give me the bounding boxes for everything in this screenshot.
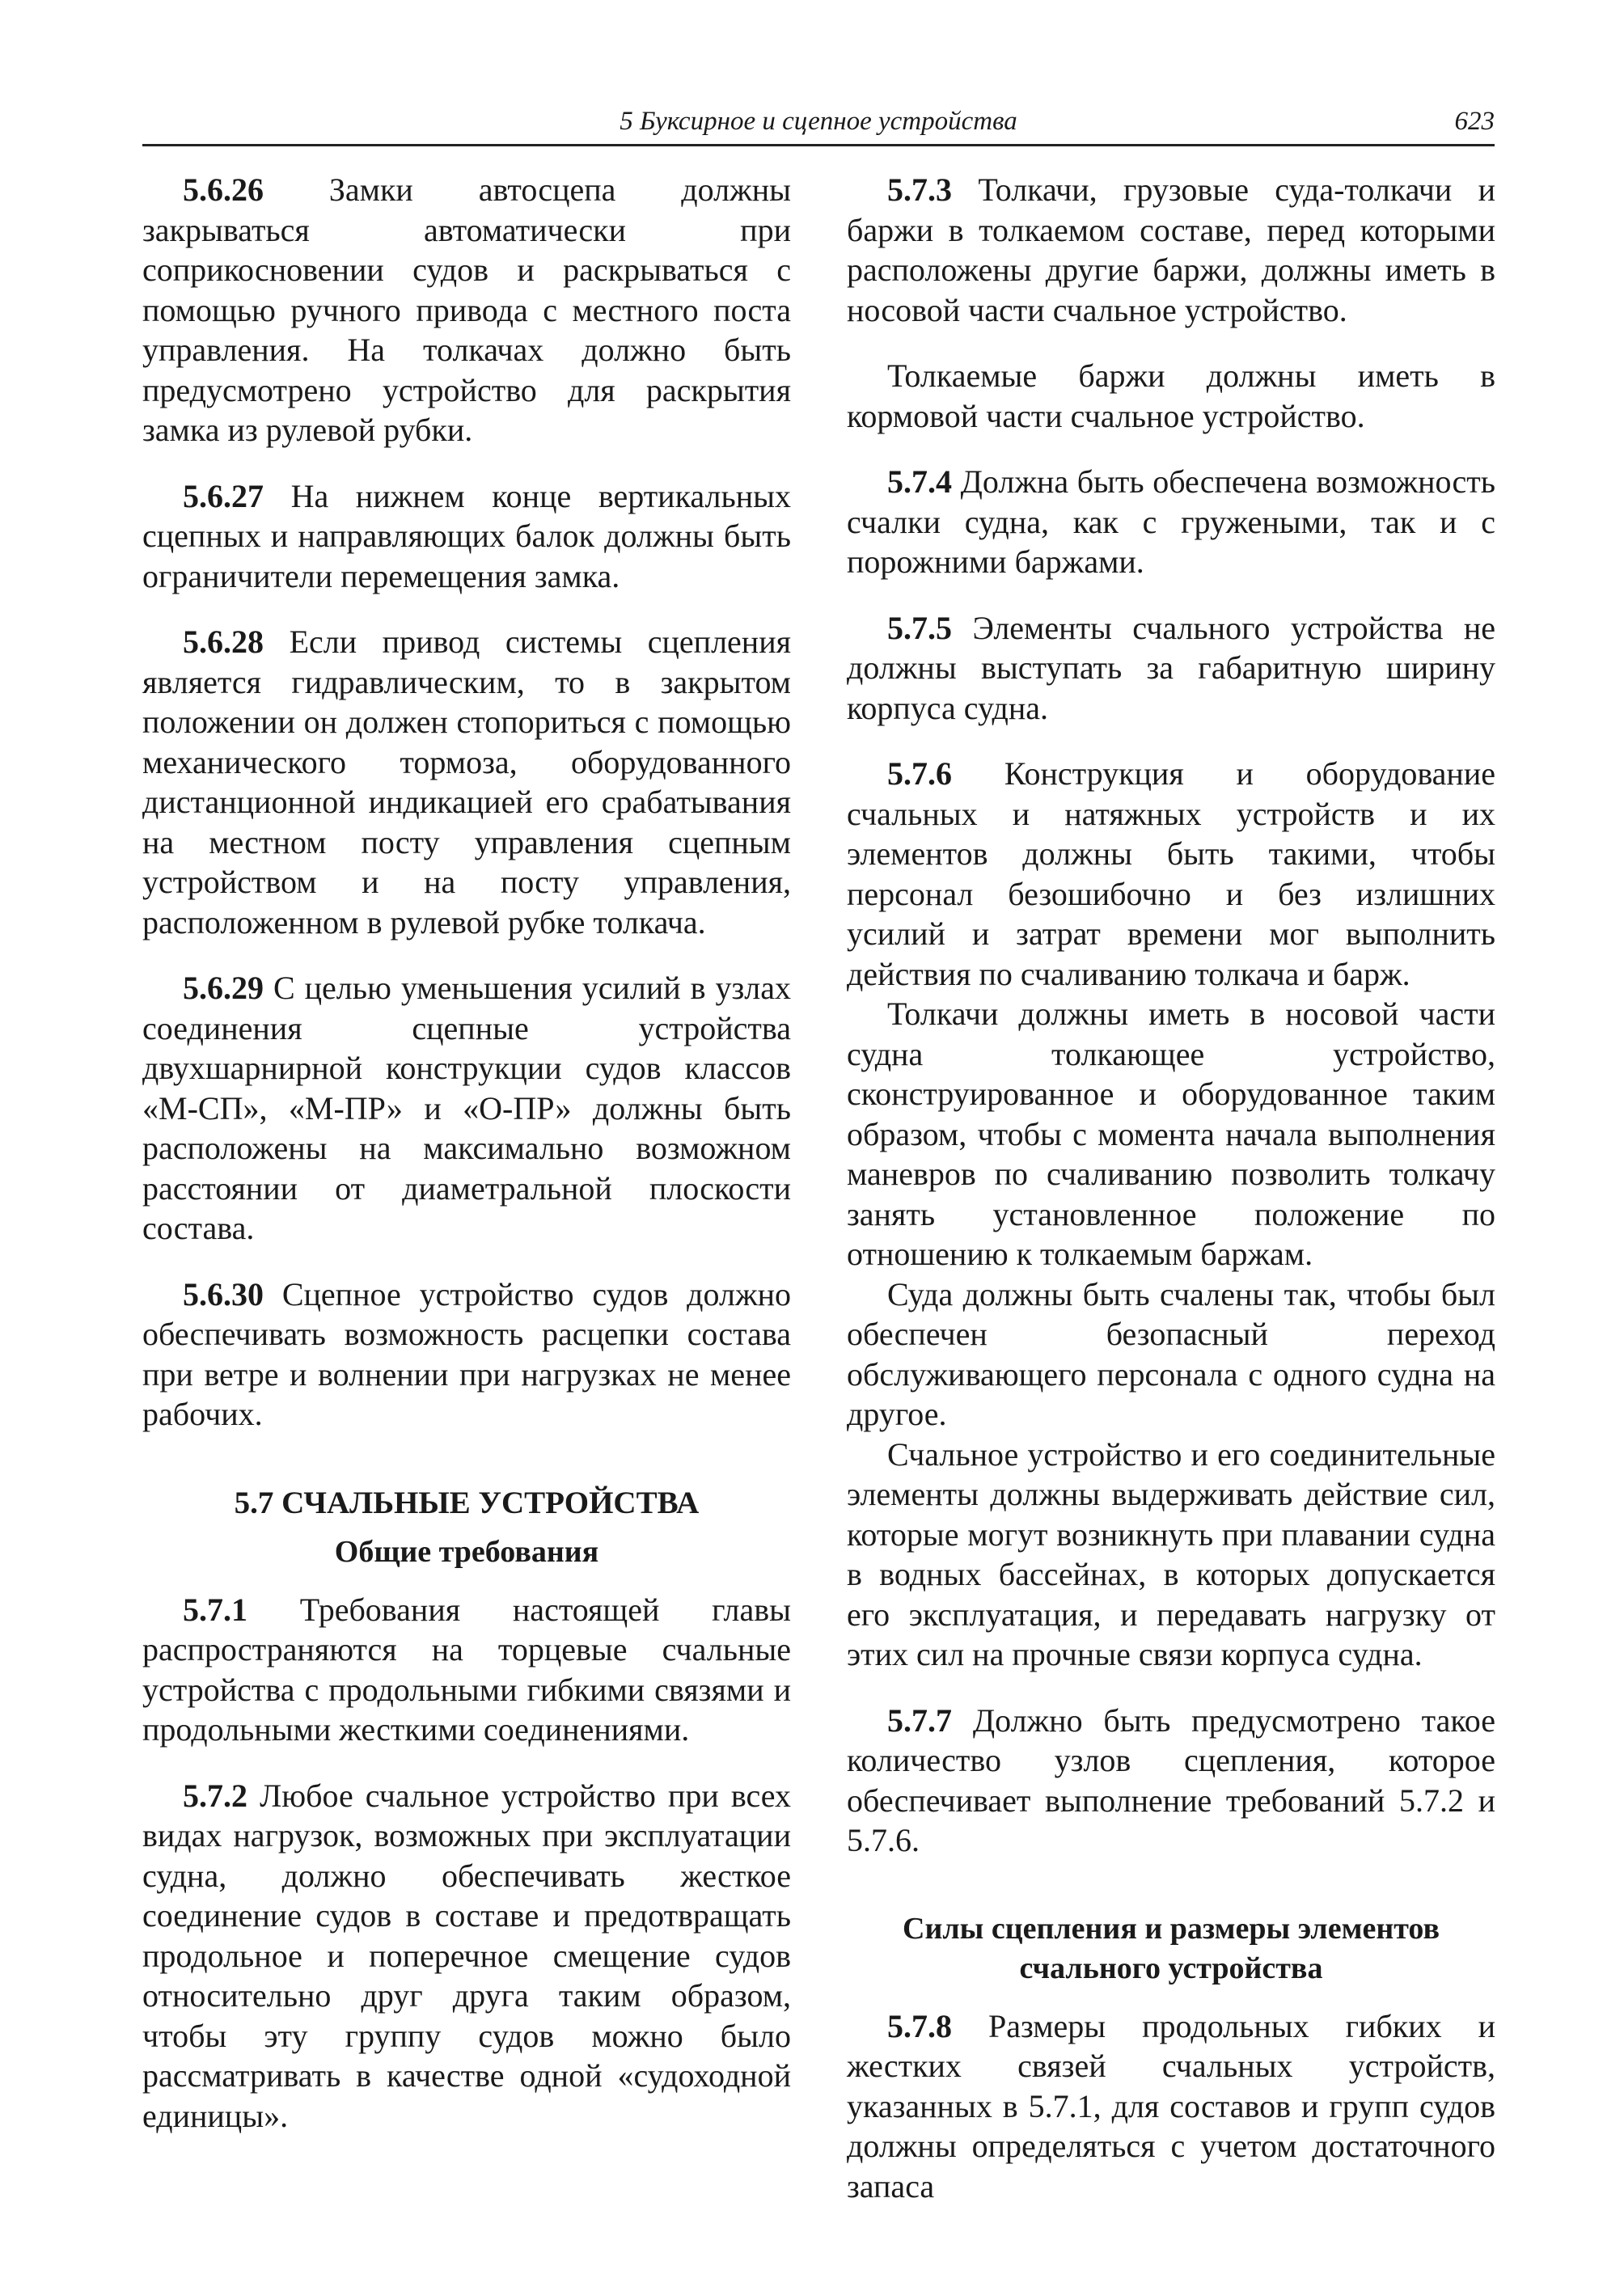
clause-number: 5.6.27 — [183, 477, 264, 514]
left-column — [142, 170, 791, 2136]
clause-text: Замки автосцепа должны закрываться автоматически при соприкосновении судов и раскрываться с помощью ручного привода с местного поста управления. На толкачах должно быть предусмотрено устройство для раскрытия замка из рулевой рубки. — [142, 171, 791, 448]
clause-number: 5.7.3 — [887, 171, 952, 208]
clause-number: 5.7.4 — [887, 463, 952, 500]
subsection-title — [847, 1909, 1495, 1989]
clause-text: Должно быть предусмотрено такое количество узлов сцепления, которое обеспечивает выполнение требований 5.7.2 и 5.7.6. — [847, 1701, 1496, 1858]
clause-text: Сцепное устройство судов должно обеспечивать возможность расцепки состава при ветре и волнении при нагрузках не менее рабочих. — [142, 1275, 791, 1432]
clause-text: С целью уменьшения усилий в узлах соединения сцепные устройства двухшарнирной конструкции судов классов «М-СП», «М-ПР» и «О-ПР» должны быть расположены на максимально возможном расстоянии от диаметральной плоскости состава. — [142, 970, 792, 1246]
clause-number: 5.7.6 — [887, 755, 952, 792]
clause-5-6-29 — [142, 968, 791, 1249]
clause-text: Должна быть обеспечена возможность счалки судна, как с гружеными, так и с порожними баржами. — [847, 463, 1496, 580]
clause-number: 5.6.26 — [183, 171, 264, 208]
clause-5-7-2 — [142, 1776, 791, 2137]
paragraph: Суда должны быть счалены так, чтобы был обеспечен безопасный переход обслуживающего персонала с одного судна на другое. — [847, 1275, 1495, 1432]
clause-text: Конструкция и оборудование счальных и натяжных устройств и их элементов должны быть такими, чтобы персонал безошибочно и без излишних усилий и затрат времени мог выполнить действия по счаливанию толкача и барж. — [847, 755, 1495, 992]
page-number: 623 — [1454, 107, 1495, 136]
clause-5-7-5 — [847, 608, 1495, 729]
clause-number: 5.7.5 — [887, 609, 952, 646]
running-header — [142, 104, 1495, 146]
clause-5-6-27 — [142, 476, 791, 597]
clause-text: Элементы счального устройства не должны выступать за габаритную ширину корпуса судна. — [847, 609, 1495, 726]
clause-text: Если привод системы сцепления является гидравлическим, то в закрытом положении он должен стопориться с помощью механического тормоза, оборудованного дистанционной индикацией его срабатывания на местном посту управления сцепным устройством и на посту управления, расположенном в рулевой рубке толкача. — [142, 623, 791, 940]
clause-5-7-8 — [847, 2006, 1495, 2207]
clause-5-6-28 — [142, 622, 791, 942]
section-title: 5.7 СЧАЛЬНЫЕ УСТРОЙСТВА — [234, 1485, 700, 1520]
paragraph: Толкачи должны иметь в носовой части судна толкающее устройство, сконструированное и оборудованное таким образом, чтобы с момента начала выполнения маневров по счаливанию позволить толкачу занять установленное положение по отношению к толкаемым баржам. — [847, 995, 1495, 1272]
clause-text: Толкачи, грузовые суда-толкачи и баржи в толкаемом составе, перед которыми расположены другие баржи, должны иметь в носовой части счальное устройство. — [847, 171, 1495, 328]
clause-5-7-4 — [847, 462, 1495, 582]
clause-number: 5.6.29 — [183, 970, 264, 1006]
clause-5-7-6 — [847, 754, 1495, 994]
clause-5-7-1 — [142, 1590, 791, 1750]
clause-text: Любое счальное устройство при всех видах нагрузок, возможных при эксплуатации судна, должно обеспечивать жесткое соединение судов в составе и предотвращать продольное и поперечное смещение судов относительно друг друга таким образом, чтобы эту группу судов можно было рассматривать в качестве одной «судоходной единицы». — [142, 1777, 791, 2134]
clause-5-6-26 — [142, 170, 791, 450]
paragraph: Толкаемые баржи должны иметь в кормовой части счальное устройство. — [847, 357, 1495, 434]
subsection-title-line: Силы сцепления и размеры элементов — [903, 1911, 1440, 1946]
clause-number: 5.7.2 — [183, 1777, 247, 1814]
clause-5-6-30 — [142, 1274, 791, 1435]
chapter-title: 5 Буксирное и сцепное устройства — [620, 107, 1017, 136]
clause-5-7-3 — [847, 170, 1495, 330]
clause-number: 5.6.28 — [183, 623, 264, 660]
right-column — [847, 170, 1495, 2206]
clause-number: 5.7.8 — [887, 2007, 952, 2044]
clause-5-7-7 — [847, 1701, 1495, 1861]
paragraph: Счальное устройство и его соединительные элементы должны выдерживать действие сил, которые могут возникнуть при плавании судна в водных бассейнах, в которых допускается его эксплуатация, и передавать нагрузку от этих сил на прочные связи корпуса судна. — [847, 1435, 1495, 1672]
clause-number: 5.6.30 — [183, 1275, 264, 1312]
clause-text: На нижнем конце вертикальных сцепных и направляющих балок должны быть ограничители перемещения замка. — [142, 477, 792, 594]
clause-text: Размеры продольных гибких и жестких связей счальных устройств, указанных в 5.7.1, для составов и групп судов должны определяться с учетом достаточного запаса — [847, 2007, 1495, 2204]
clause-number: 5.7.7 — [887, 1701, 952, 1739]
subsection-title: Общие требования — [334, 1534, 599, 1569]
clause-number: 5.7.1 — [183, 1591, 247, 1628]
subsection-title-line: счального устройства — [1019, 1951, 1323, 1985]
clause-text: Требования настоящей главы распространяются на торцевые счальные устройства с продольными гибкими связями и продольными жесткими соединениями. — [142, 1591, 791, 1748]
